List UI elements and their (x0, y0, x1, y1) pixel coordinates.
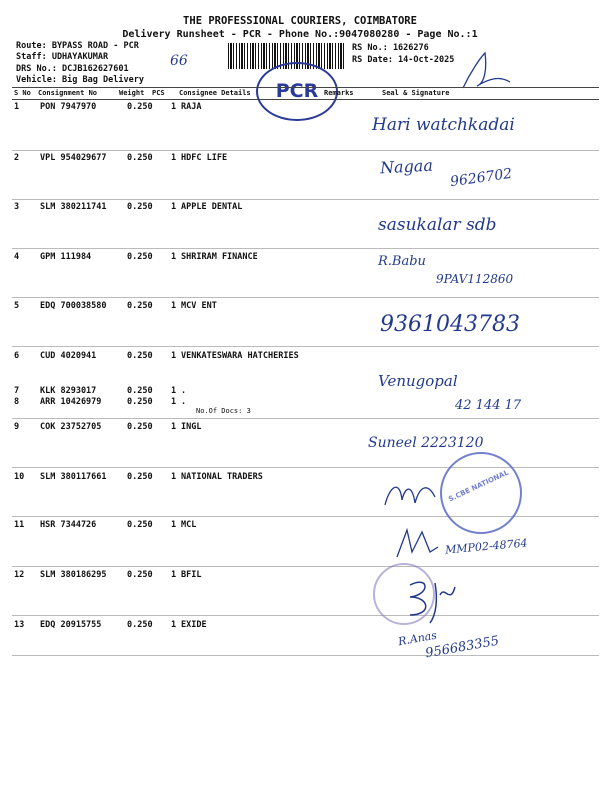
row10-consignee: NATIONAL TRADERS (181, 472, 263, 482)
row11-consignee: MCL (181, 520, 197, 530)
row3-weight: 0.250 (127, 202, 153, 212)
row-divider (12, 297, 599, 298)
no-of-docs: No.Of Docs: 3 (196, 407, 251, 415)
row11-pcs: 1 (171, 520, 177, 530)
row7-pcs: 1 (171, 386, 177, 396)
row6-weight: 0.250 (127, 351, 153, 361)
row9-consignee: INGL (181, 422, 202, 432)
row7-consignee: . (181, 386, 187, 396)
col-sno: S No (14, 89, 31, 97)
row8-weight: 0.250 (127, 397, 153, 407)
signature-5: 9361043783 (380, 312, 520, 337)
row11-consignment: HSR 7344726 (40, 520, 97, 530)
row1-consignee: RAJA (181, 102, 202, 112)
row1-weight: 0.250 (127, 102, 153, 112)
signature-6a: Venugopal (378, 372, 458, 390)
row4-pcs: 1 (171, 252, 177, 262)
row8-consignment: ARR 10426979 (40, 397, 102, 407)
row5-weight: 0.250 (127, 301, 153, 311)
rs-date: RS Date: 14-Oct-2025 (352, 55, 455, 65)
row7-consignment: KLK 8293017 (40, 386, 97, 396)
signature-13b: 956683355 (424, 633, 501, 662)
drs-label: DRS No.: DCJB162627601 (16, 64, 129, 74)
row5-sno: 5 (14, 301, 20, 311)
signature-4a: R.Babu (378, 254, 426, 269)
row8-sno: 8 (14, 397, 20, 407)
row2-sno: 2 (14, 153, 20, 163)
row1-pcs: 1 (171, 102, 177, 112)
row-divider (12, 199, 599, 200)
signature-12-scribble (400, 575, 460, 625)
row-divider (12, 615, 599, 616)
col-remarks: Remarks (324, 89, 354, 97)
col-consignment: Consignment No (38, 89, 98, 97)
row7-weight: 0.250 (127, 386, 153, 396)
row8-consignee: . (181, 397, 187, 407)
signature-4b: 9PAV112860 (436, 272, 514, 286)
signature-3: sasukalar sdb (378, 215, 497, 235)
signature-11: MMP02-48764 (444, 536, 529, 557)
row2-consignment: VPL 954029677 (40, 153, 107, 163)
row9-consignment: COK 23752705 (40, 422, 102, 432)
row8-pcs: 1 (171, 397, 177, 407)
row-divider (12, 655, 599, 656)
row13-weight: 0.250 (127, 620, 153, 630)
row9-pcs: 1 (171, 422, 177, 432)
signature-2a: Nagaa (379, 155, 434, 178)
col-signature: Seal & Signature (382, 89, 450, 97)
row3-consignment: SLM 380211741 (40, 202, 107, 212)
row4-consignment: GPM 111984 (40, 252, 92, 262)
row-divider (12, 566, 599, 567)
col-consignee: Consignee Details (179, 89, 251, 97)
company-title: THE PROFESSIONAL COURIERS, COIMBATORE (183, 15, 417, 27)
vehicle-label: Vehicle: Big Bag Delivery (16, 75, 144, 85)
row6-sno: 6 (14, 351, 20, 361)
row12-weight: 0.250 (127, 570, 153, 580)
staff-label: Staff: UDHAYAKUMAR (16, 52, 109, 62)
row-divider (12, 150, 599, 151)
row1-consignment: PON 7947970 (40, 102, 97, 112)
row5-consignee: MCV ENT (181, 301, 217, 311)
col-weight: Weight (119, 89, 145, 97)
row7-sno: 7 (14, 386, 20, 396)
row11-sno: 11 (14, 520, 25, 530)
row11-weight: 0.250 (127, 520, 153, 530)
signature-9: Suneel 2223120 (368, 435, 484, 451)
row3-consignee: APPLE DENTAL (181, 202, 243, 212)
row4-sno: 4 (14, 252, 20, 262)
row12-sno: 12 (14, 570, 25, 580)
rs-number: RS No.: 1626276 (352, 43, 429, 53)
row2-weight: 0.250 (127, 153, 153, 163)
runsheet-subtitle: Delivery Runsheet - PCR - Phone No.:9047080280 - Page No.:1 (122, 29, 478, 40)
row5-pcs: 1 (171, 301, 177, 311)
seal-text: S.CBE NATIONAL (447, 468, 510, 504)
row5-consignment: EDQ 700038580 (40, 301, 107, 311)
row4-weight: 0.250 (127, 252, 153, 262)
row4-consignee: SHRIRAM FINANCE (181, 252, 258, 262)
row10-weight: 0.250 (127, 472, 153, 482)
row12-consignee: BFIL (181, 570, 202, 580)
row12-consignment: SLM 380186295 (40, 570, 107, 580)
row13-consignee: EXIDE (181, 620, 207, 630)
row-divider (12, 346, 599, 347)
row10-pcs: 1 (171, 472, 177, 482)
signature-10-scribble (380, 475, 440, 515)
row6-consignee: VENKATESWARA HATCHERIES (181, 351, 299, 361)
row9-sno: 9 (14, 422, 20, 432)
row6-consignment: CUD 4020941 (40, 351, 97, 361)
handwritten-mark: 66 (170, 53, 188, 69)
row6-pcs: 1 (171, 351, 177, 361)
pcr-stamp-text: PCR (275, 80, 319, 102)
row-divider (12, 418, 599, 419)
row3-sno: 3 (14, 202, 20, 212)
header-bottom-line (12, 99, 599, 100)
signature-2b: 9626702 (449, 165, 514, 191)
row10-consignment: SLM 380117661 (40, 472, 107, 482)
signature-13a: R.Anas (397, 628, 438, 649)
signature-11-scribble (392, 522, 442, 562)
row3-pcs: 1 (171, 202, 177, 212)
row13-sno: 13 (14, 620, 25, 630)
header-top-line (12, 87, 599, 88)
route-label: Route: BYPASS ROAD - PCR (16, 41, 139, 51)
row2-pcs: 1 (171, 153, 177, 163)
row13-consignment: EDQ 20915755 (40, 620, 102, 630)
signature-1: Hari watchkadai (372, 115, 515, 135)
col-pcs: PCS (152, 89, 165, 97)
row13-pcs: 1 (171, 620, 177, 630)
row-divider (12, 248, 599, 249)
row2-consignee: HDFC LIFE (181, 153, 228, 163)
national-seal (440, 452, 522, 534)
signature-6b: 42 144 17 (455, 398, 522, 413)
row9-weight: 0.250 (127, 422, 153, 432)
row1-sno: 1 (14, 102, 20, 112)
row12-pcs: 1 (171, 570, 177, 580)
row10-sno: 10 (14, 472, 25, 482)
